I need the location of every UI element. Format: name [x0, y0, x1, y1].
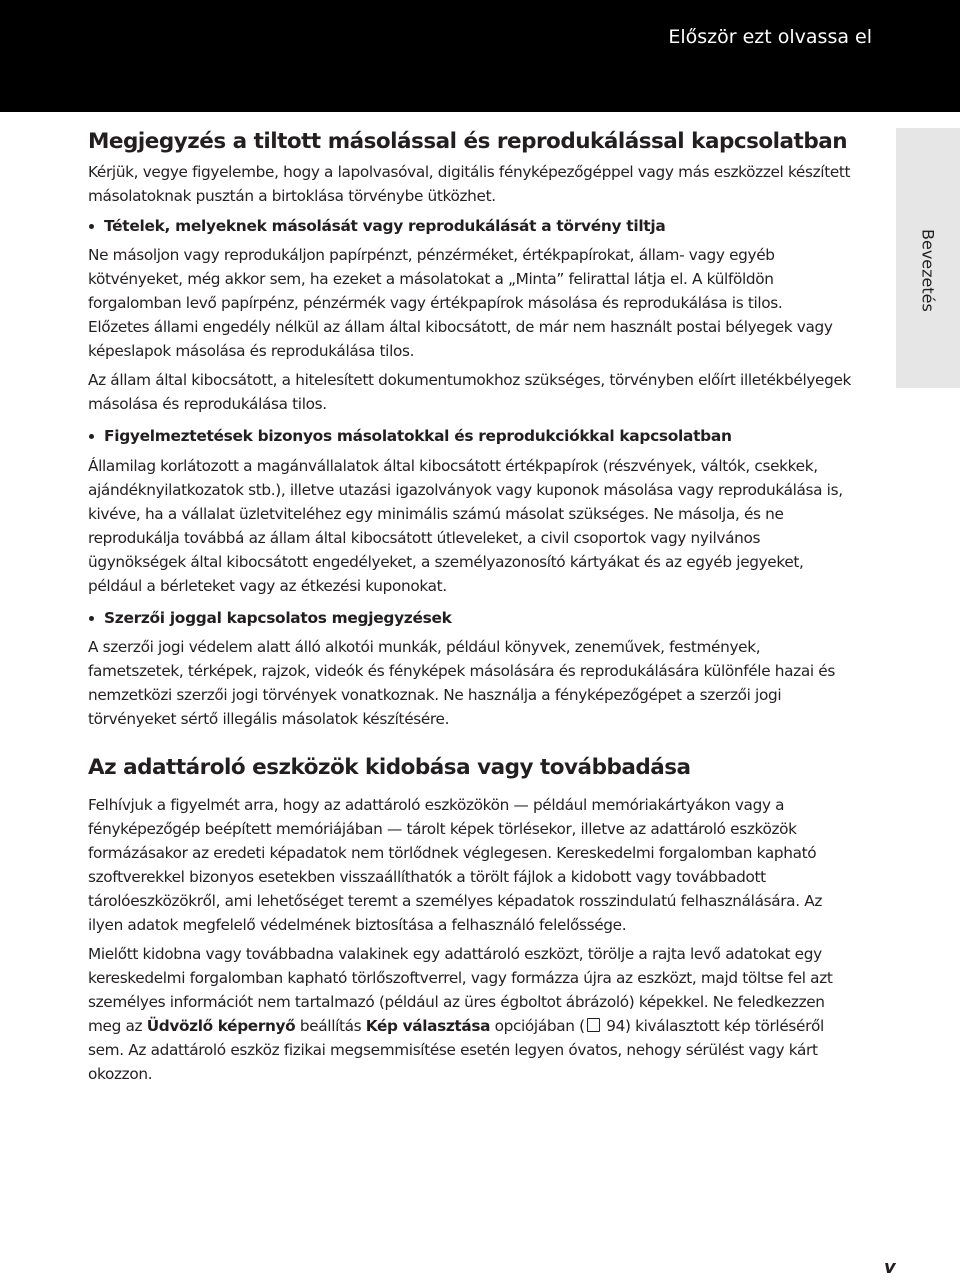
body-paragraph: Ne másoljon vagy reprodukáljon papírpénzt, pénzérméket, értékpapírokat, állam- vagy egyéb kötvényeket, még akkor sem, ha ezeket a másolatokat a „Minta” felirattal látja el. A külföldön forgalomban levő papírpénz, pénzérmék vagy értékpapírok másolása és reprodukálása is tilos.: [88, 246, 783, 312]
option-name: Kép választása: [365, 1017, 491, 1035]
page-header: [0, 0, 960, 112]
body-paragraph: Előzetes állami engedély nélkül az állam által kibocsátott, de már nem használt postai bélyegek vagy képeslapok másolása és reprodukálása tilos.: [88, 318, 833, 360]
bullet-icon: [89, 616, 94, 621]
bullet-heading-text: Tételek, melyeknek másolását vagy reprodukálását a törvény tiltja: [104, 217, 666, 235]
body-paragraph: Államilag korlátozott a magánvállalatok által kibocsátott értékpapírok (részvények, váltók, csekkek, ajándéknyilatkozatok stb.), illetve utazási igazolványok vagy kuponok másolása vagy reprodukálása is, kivéve, ha a vállalat üzletviteléhez egy minimális számú másolat szükséges. Ne másolja, és ne reprodukálja továbbá az állam által kibocsátott útleveleket, a civil csoportok vagy nyilvános ügynökségek által kibocsátott engedélyeket, a személyazonosító kártyákat és az egyéb jegyeket, például a bérleteket vagy az étkezési kuponokat.: [88, 457, 843, 595]
bullet-heading: [88, 214, 858, 238]
body-paragraph: A szerzői jogi védelem alatt álló alkotói munkák, például könyvek, zeneművek, festmények, fametszetek, térképek, rajzok, videók és fényképek másolására és reprodukálására különféle hazai és nemzetközi szerzői jogi törvények vonatkoznak. Ne használja a fényképezőgépet a szerzői jogi törvényeket sértő illegális másolatok készítésére.: [88, 638, 835, 728]
body-paragraph: Az állam által kibocsátott, a hitelesített dokumentumokhoz szükséges, törvényben előírt illetékbélyegek másolása és reprodukálása tilos.: [88, 371, 852, 413]
header-title: Először ezt olvassa el: [668, 26, 872, 48]
bullet-heading-text: Figyelmeztetések bizonyos másolatokkal és reprodukciókkal kapcsolatban: [104, 427, 732, 445]
page-reference: 94: [606, 1017, 625, 1035]
body-paragraph: Felhívjuk a figyelmét arra, hogy az adattároló eszközökön — például memóriakártyákon vagy a fényképezőgép beépített memóriájában — tárolt képek törlésekor, illetve az adattároló eszközök formázásakor az eredeti képadatok nem törlődnek véglegesen. Kereskedelmi forgalomban kapható szoftverekkel bizonyos esetekben visszaállíthatók a törölt fájlok a kidobott vagy továbbadott tárolóeszközökről, ami lehetőséget teremt a személyes képadatok rosszindulatú felhasználására. Az ilyen adatok megfelelő védelmének biztosítása a felhasználó felelőssége.: [88, 796, 823, 934]
section-title: Az adattároló eszközök kidobása vagy továbbadása: [88, 755, 691, 780]
book-reference-icon: [587, 1018, 600, 1032]
section-title: Megjegyzés a tiltott másolással és reprodukálással kapcsolatban: [88, 129, 848, 154]
bullet-heading-text: Szerzői joggal kapcsolatos megjegyzések: [104, 609, 452, 627]
page-number: v: [884, 1257, 896, 1278]
bullet-heading: [88, 606, 858, 630]
page-content: [88, 124, 858, 1086]
setting-name: Üdvözlő képernyő: [146, 1017, 296, 1035]
body-paragraph: Mielőtt kidobna vagy továbbadna valakinek egy adattároló eszközt, törölje a rajta levő adatokat egy kereskedelmi forgalomban kapható törlőszoftverrel, vagy formázza újra az eszközt, majd töltse fel azt személyes információt nem tartalmazó (például az üres égboltot ábrázoló) képekkel. Ne feledkezzen meg az Üdvözlő képernyő beállítás Kép választása opciójában ( 94) kiválasztott kép törléséről sem. Az adattároló eszköz fizikai megsemmisítése esetén legyen óvatos, nehogy sérülést vagy kárt okozzon.: [88, 945, 833, 1083]
bullet-icon: [89, 224, 94, 229]
bullet-icon: [89, 434, 94, 439]
intro-paragraph: Kérjük, vegye figyelembe, hogy a lapolvasóval, digitális fényképezőgéppel vagy más eszközzel készített másolatoknak pusztán a birtoklása törvénybe ütközhet.: [88, 163, 851, 205]
side-tab-label: Bevezetés: [918, 228, 938, 312]
bullet-heading: [88, 424, 858, 448]
